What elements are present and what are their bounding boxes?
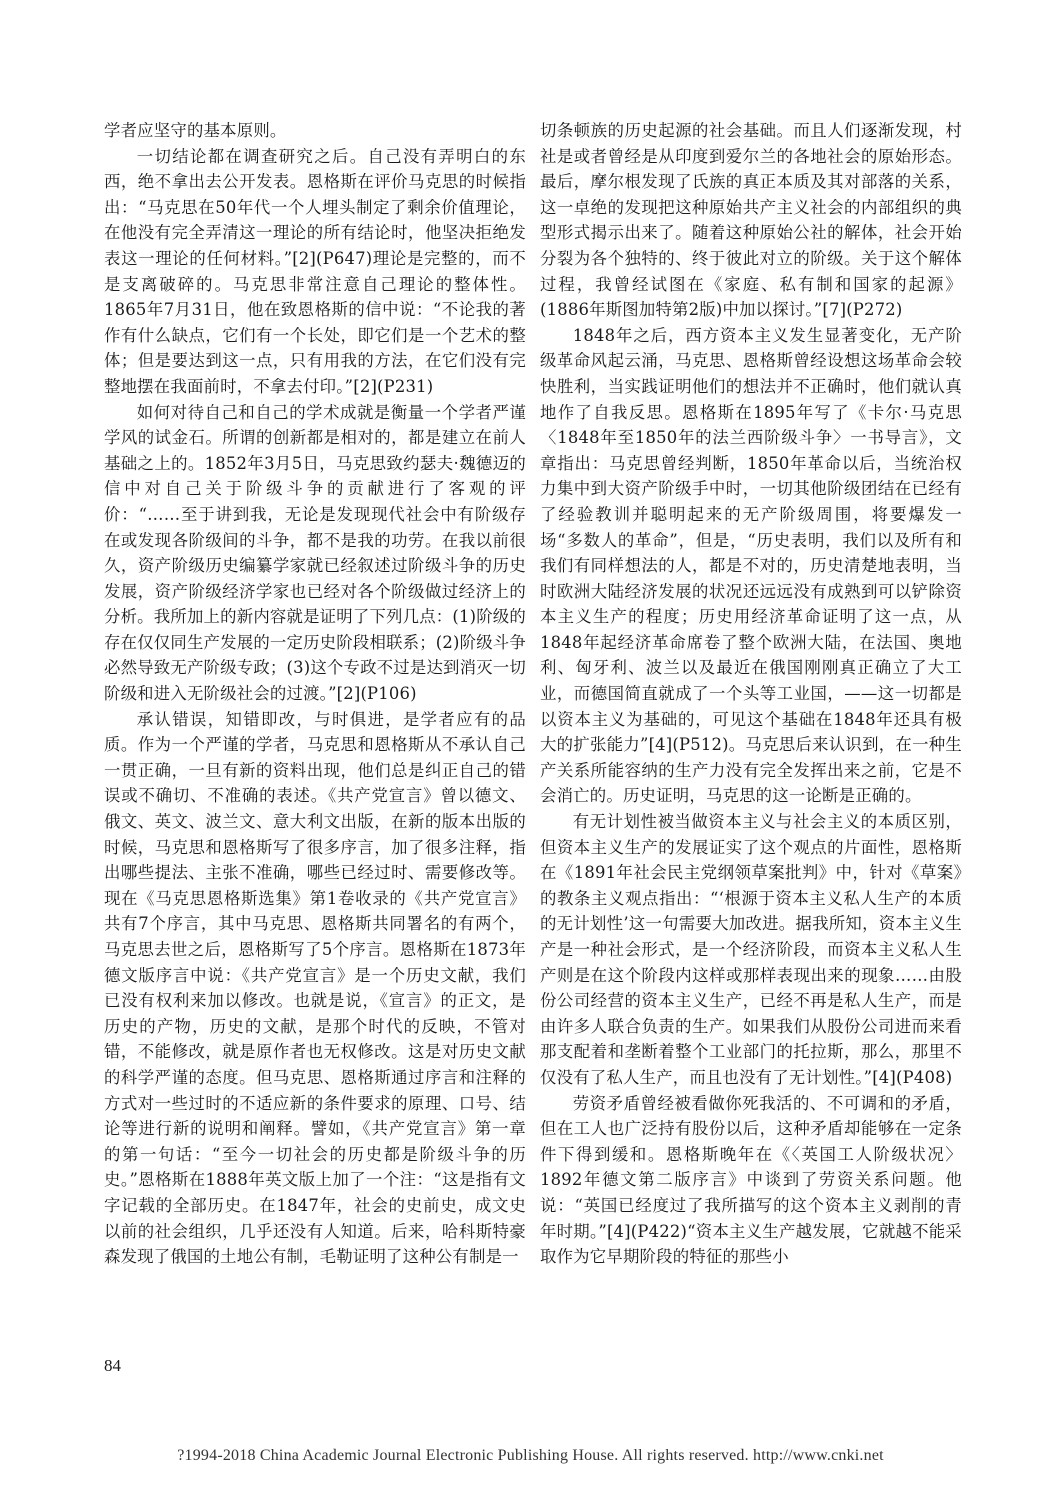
paragraph: 承认错误，知错即改，与时俱进，是学者应有的品质。作为一个严谨的学者，马克思和恩格斯从不承认自己一贯正确，一旦有新的资料出现，他们总是纠正自己的错误或不确切、不准确的表述。《共产党宣言》曾以德文、俄文、英文、波兰文、意大利文出版，在新的版本出版的时候，马克思和恩格斯写了很多序言，加了很多注释，指出哪些提法、主张不准确，哪些已经过时、需要修改等。现在《马克思恩格斯选集》第1卷收录的《共产党宣言》共有7个序言，其中马克思、恩格斯共同署名的有两个，马克思去世之后，恩格斯写了5个序言。恩格斯在1873年德文版序言中说：《共产党宣言》是一个历史文献，我们已没有权利来加以修改。也就是说，《宣言》的正文，是历史的产物，历史的文献，是那个时代的反映，不管对错，不能修改，就是原作者也无权修改。这是对历史文献的科学严谨的态度。但马克思、恩格斯通过序言和注释的方式对一些过时的不适应新的条件要求的原理、口号、结论等进行新的说明和阐释。譬如，《共产党宣言》第一章的第一句话：“至今一切社会的历史都是阶级斗争的历史。”恩格斯在1888年英文版上加了一个注：“这是指有文字记载的全部历史。在1847年，社会的史前史，成文史以前的社会组织，几乎还没有人知道。后来，哈科斯特豪森发现了俄国的土地公有制，毛勒证明了这种公有制是一 [104, 709, 526, 1267]
paragraph: 学者应坚守的基本原则。 [104, 121, 287, 140]
copyright-footer: ?1994-2018 China Academic Journal Electronic Publishing House. All rights reserved. http://www.cnki.net [177, 1447, 884, 1464]
right-column [540, 118, 962, 1270]
paragraph: 如何对待自己和自己的学术成就是衡量一个学者严谨学风的试金石。所谓的创新都是相对的，都是建立在前人基础之上的。1852年3月5日，马克思致约瑟夫·魏德迈的信中对自己关于阶级斗争的贡献进行了客观的评价：“……至于讲到我，无论是发现现代社会中有阶级存在或发现各阶级间的斗争，都不是我的功劳。在我以前很久，资产阶级历史编纂学家就已经叙述过阶级斗争的历史发展，资产阶级经济学家也已经对各个阶级做过经济上的分析。我所加上的新内容就是证明了下列几点：(1)阶级的存在仅仅同生产发展的一定历史阶段相联系；(2)阶级斗争必然导致无产阶级专政；(3)这个专政不过是达到消灭一切阶级和进入无阶级社会的过渡。”[2](P106) [104, 402, 526, 704]
paragraph: 有无计划性被当做资本主义与社会主义的本质区别，但资本主义生产的发展证实了这个观点的片面性，恩格斯在《1891年社会民主党纲领草案批判》中，针对《草案》的教条主义观点指出：“‘根源于资本主义私人生产的本质的无计划性’这一句需要大加改进。据我所知，资本主义生产是一种社会形式，是一个经济阶段，而资本主义私人生产则是在这个阶段内这样或那样表现出来的现象……由股份公司经营的资本主义生产，已经不再是私人生产，而是由许多人联合负责的生产。如果我们从股份公司进而来看那支配着和垄断着整个工业部门的托拉斯，那么，那里不仅没有了私人生产，而且也没有了无计划性。”[4](P408) [540, 812, 962, 1087]
left-column [104, 118, 526, 1270]
page-number: 84 [104, 1356, 121, 1375]
paragraph: 1848年之后，西方资本主义发生显著变化，无产阶级革命风起云涌，马克思、恩格斯曾经设想这场革命会较快胜利，当实践证明他们的想法并不正确时，他们就认真地作了自我反思。恩格斯在1895年写了《卡尔·马克思〈1848年至1850年的法兰西阶级斗争〉一书导言》，文章指出：马克思曾经判断，1850年革命以后，当统治权力集中到大资产阶级手中时，一切其他阶级团结在已经有了经验教训并聪明起来的无产阶级周围，将要爆发一场“多数人的革命”，但是，“历史表明，我们以及所有和我们有同样想法的人，都是不对的，历史清楚地表明，当时欧洲大陆经济发展的状况还远远没有成熟到可以铲除资本主义生产的程度；历史用经济革命证明了这一点，从1848年起经济革命席卷了整个欧洲大陆，在法国、奥地利、匈牙利、波兰以及最近在俄国刚刚真正确立了大工业，而德国简直就成了一个头等工业国，——这一切都是以资本主义为基础的，可见这个基础在1848年还具有极大的扩张能力”[4](P512)。马克思后来认识到，在一种生产关系所能容纳的生产力没有完全发挥出来之前，它是不会消亡的。历史证明，马克思的这一论断是正确的。 [540, 325, 962, 806]
paragraph: 一切结论都在调查研究之后。自己没有弄明白的东西，绝不拿出去公开发表。恩格斯在评价马克思的时候指出：“马克思在50年代一个人埋头制定了剩余价值理论，在他没有完全弄清这一理论的所有结论时，他坚决拒绝发表这一理论的任何材料。”[2](P647)理论是完整的，而不是支离破碎的。马克思非常注意自己理论的整体性。1865年7月31日，他在致恩格斯的信中说：“不论我的著作有什么缺点，它们有一个长处，即它们是一个艺术的整体；但是要达到这一点，只有用我的方法，在它们没有完整地摆在我面前时，不拿去付印。”[2](P231) [104, 146, 526, 396]
paragraph: 切条顿族的历史起源的社会基础。而且人们逐渐发现，村社是或者曾经是从印度到爱尔兰的各地社会的原始形态。最后，摩尔根发现了氏族的真正本质及其对部落的关系，这一卓绝的发现把这种原始共产主义社会的内部组织的典型形式揭示出来了。随着这种原始公社的解体，社会开始分裂为各个独特的、终于彼此对立的阶级。关于这个解体过程，我曾经试图在《家庭、私有制和国家的起源》(1886年斯图加特第2版)中加以探讨。”[7](P272) [540, 121, 962, 320]
paragraph: 劳资矛盾曾经被看做你死我活的、不可调和的矛盾，但在工人也广泛持有股份以后，这种矛盾却能够在一定条件下得到缓和。恩格斯晚年在《〈英国工人阶级状况〉1892年德文第二版序言》中谈到了劳资关系问题。他说：“英国已经度过了我所描写的这个资本主义剥削的青年时期。”[4](P422)“资本主义生产越发展，它就越不能采取作为它早期阶段的特征的那些小 [540, 1093, 962, 1267]
